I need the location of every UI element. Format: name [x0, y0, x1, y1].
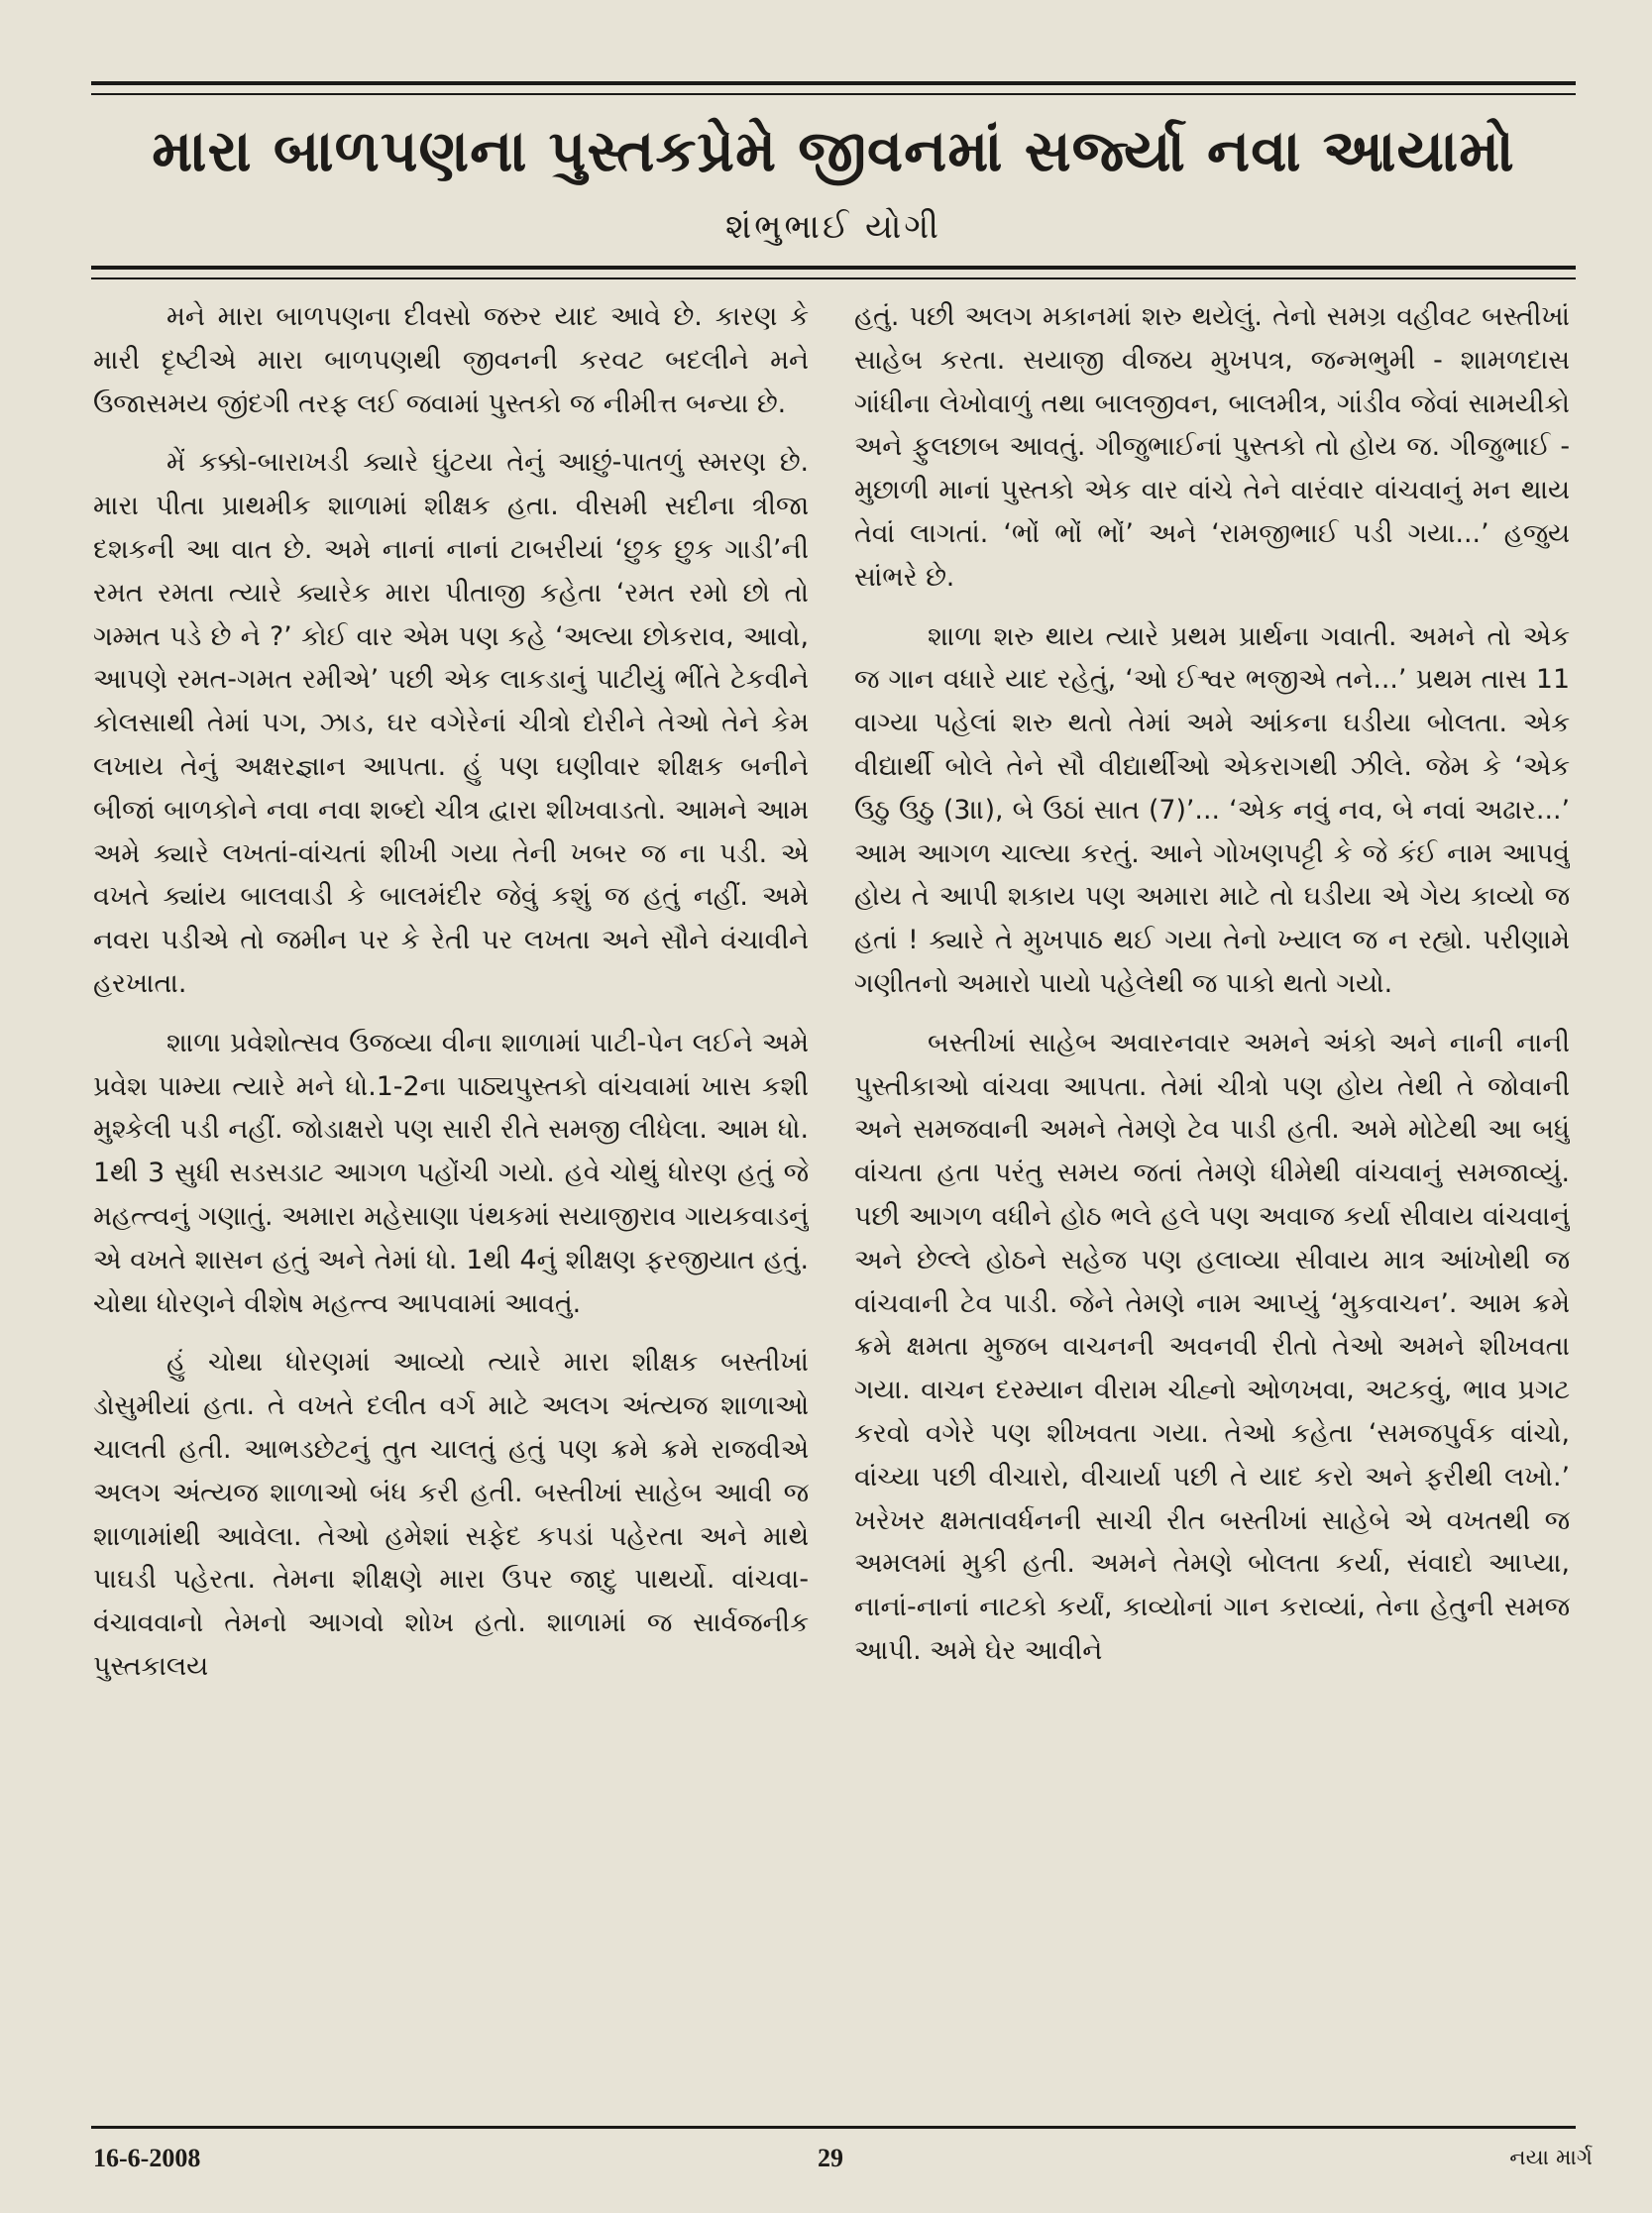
- paragraph-continued: હતું. પછી અલગ મકાનમાં શરુ થયેલું. તેનો સમગ્ર વહીવટ બસ્તીખાં સાહેબ કરતા. સયાજી વીજય મુખપત્ર, જન્મભુમી - શામળદાસ ગાંધીના લેખોવાળું તથા બાલજીવન, બાલમીત્ર, ગાંડીવ જેવાં સામયીકો અને ફુલછાબ આવતું. ગીજુભાઈનાં પુસ્તકો તો હોય જ. ગીજુભાઈ - મુછાળી માનાં પુસ્તકો એક વાર વાંચે તેને વારંવાર વાંચવાનું મન થાય તેવાં લાગતાં. ‘ભોં ભોં ભોં’ અને ‘રામજીભાઈ પડી ગયા...’ હજુય સાંભરે છે.: [854, 301, 1570, 593]
- paragraph: મેં કક્કો-બારાખડી ક્યારે ઘુંટયા તેનું આછું-પાતળું સ્મરણ છે. મારા પીતા પ્રાથમીક શાળામાં શીક્ષક હતા. વીસમી સદીના ત્રીજા દશકની આ વાત છે. અમે નાનાં નાનાં ટાબરીયાં ‘છુક છુક ગાડી’ની રમત રમતા ત્યારે ક્યારેક મારા પીતાજી કહેતા ‘રમત રમો છો તો ગમ્મત પડે છે ને ?’ કોઈ વાર એમ પણ કહે ‘અલ્યા છોકરાવ, આવો, આપણે રમત-ગમત રમીએ’ પછી એક લાકડાનું પાટીયું ભીંતે ટેકવીને કોલસાથી તેમાં પગ, ઝાડ, ઘર વગેરેનાં ચીત્રો દોરીને તેઓ તેને કેમ લખાય તેનું અક્ષરજ્ઞાન આપતા. હું પણ ઘણીવાર શીક્ષક બનીને બીજાં બાળકોને નવા નવા શબ્દો ચીત્ર દ્વારા શીખવાડતો. આમને આમ અમે ક્યારે લખતાં-વાંચતાં શીખી ગયા તેની ખબર જ ના પડી. એ વખતે ક્યાંય બાલવાડી કે બાલમંદીર જેવું કશું જ હતું નહીં. અમે નવરા પડીએ તો જમીન પર કે રેતી પર લખતા અને સૌને વંચાવીને હરખાતા.: [93, 447, 809, 999]
- paragraph: બસ્તીખાં સાહેબ અવારનવાર અમને અંકો અને નાની નાની પુસ્તીકાઓ વાંચવા આપતા. તેમાં ચીત્રો પણ હોય તેથી તે જોવાની અને સમજવાની અમને તેમણે ટેવ પાડી હતી. અમે મોટેથી આ બધું વાંચતા હતા પરંતુ સમય જતાં તેમણે ધીમેથી વાંચવાનું સમજાવ્યું. પછી આગળ વધીને હોઠ ભલે હલે પણ અવાજ કર્યા સીવાય વાંચવાનું અને છેલ્લે હોઠને સહેજ પણ હલાવ્યા સીવાય માત્ર આંખોથી જ વાંચવાની ટેવ પાડી. જેને તેમણે નામ આપ્યું ‘મુકવાચન’. આમ ક્રમે ક્રમે ક્ષમતા મુજબ વાચનની અવનવી રીતો તેઓ અમને શીખવતા ગયા. વાચન દરમ્યાન વીરામ ચીહ્નો ઓળખવા, અટકવું, ભાવ પ્રગટ કરવો વગેરે પણ શીખવતા ગયા. તેઓ કહેતા ‘સમજપુર્વક વાંચો, વાંચ્યા પછી વીચારો, વીચાર્યા પછી તે યાદ કરો અને ફરીથી લખો.’ ખરેખર ક્ષમતાવર્ધનની સાચી રીત બસ્તીખાં સાહેબે એ વખતથી જ અમલમાં મુકી હતી. અમને તેમણે બોલતા કર્યા, સંવાદો આપ્યા, નાનાં-નાનાં નાટકો કર્યાં, કાવ્યોનાં ગાન કરાવ્યાં, તેના હેતુની સમજ આપી. અમે ઘેર આવીને: [854, 1027, 1570, 1666]
- paragraph: શાળા શરુ થાય ત્યારે પ્રથમ પ્રાર્થના ગવાતી. અમને તો એક જ ગાન વધારે યાદ રહેતું, ‘ઓ ઈશ્વર ભજીએ તને...’ પ્રથમ તાસ 11 વાગ્યા પહેલાં શરુ થતો તેમાં અમે આંકના ઘડીયા બોલતા. એક વીદ્યાર્થી બોલે તેને સૌ વીદ્યાર્થીઓ એકરાગથી ઝીલે. જેમ કે ‘એક ઉઠુ ઉઠુ (3॥), બે ઉઠાં સાત (7)’... ‘એક નવું નવ, બે નવાં અઢાર...’ આમ આગળ ચાલ્યા કરતું. આને ગોખણપટ્ટી કે જે કંઈ નામ આપવું હોય તે આપી શકાય પણ અમારા માટે તો ઘડીયા એ ગેય કાવ્યો જ હતાં ! ક્યારે તે મુખપાઠ થઈ ગયા તેનો ખ્યાલ જ ન રહ્યો. પરીણામે ગણીતનો અમારો પાયો પહેલેથી જ પાકો થતો ગયો.: [854, 620, 1570, 999]
- top-double-rule-thick: [91, 81, 1576, 85]
- right-column: [854, 295, 1570, 2109]
- article-author: શંભુભાઈ યોગી: [725, 207, 941, 247]
- paragraph: શાળા પ્રવેશોત્સવ ઉજવ્યા વીના શાળામાં પાટી-પેન લઈને અમે પ્રવેશ પામ્યા ત્યારે મને ધો.1-2ના પાઠ્યપુસ્તકો વાંચવામાં ખાસ કશી મુશ્કેલી પડી નહીં. જોડાક્ષરો પણ સારી રીતે સમજી લીધેલા. આમ ધો. 1થી 3 સુધી સડસડાટ આગળ પહોંચી ગયો. હવે ચોથું ધોરણ હતું જે મહત્ત્વનું ગણાતું. અમારા મહેસાણા પંથકમાં સયાજીરાવ ગાયકવાડનું એ વખતે શાસન હતું અને તેમાં ધો. 1થી 4નું શીક્ષણ ફરજીયાત હતું. ચોથા ધોરણને વીશેષ મહત્ત્વ આપવામાં આવતું.: [93, 1027, 809, 1319]
- article-title: મારા બાળપણના પુસ્તકપ્રેમે જીવનમાં સર્જ્યા નવા આયામો: [152, 117, 1515, 184]
- left-column: [93, 295, 809, 2109]
- footer-rule: [91, 2126, 1576, 2129]
- top-double-rule-thin: [91, 93, 1576, 95]
- page-number: 29: [818, 2144, 843, 2172]
- paragraph: મને મારા બાળપણના દીવસો જરુર યાદ આવે છે. કારણ કે મારી દૃષ્ટીએ મારા બાળપણથી જીવનની કરવટ બદલીને મને ઉજાસમય જીંદગી તરફ લઈ જવામાં પુસ્તકો જ નીમીત્ત બન્યા છે.: [93, 301, 809, 419]
- paragraph: હું ચોથા ધોરણમાં આવ્યો ત્યારે મારા શીક્ષક બસ્તીખાં ડોસુમીયાં હતા. તે વખતે દલીત વર્ગ માટે અલગ અંત્યજ શાળાઓ ચાલતી હતી. આભડછેટનું તુત ચાલતું હતું પણ ક્રમે ક્રમે રાજવીએ અલગ અંત્યજ શાળાઓ બંધ કરી હતી. બસ્તીખાં સાહેબ આવી જ શાળામાંથી આવેલા. તેઓ હમેશાં સફેદ કપડાં પહેરતા અને માથે પાઘડી પહેરતા. તેમના શીક્ષણે મારા ઉપર જાદુ પાથર્યો. વાંચવા-વંચાવવાનો તેમનો આગવો શોખ હતો. શાળામાં જ સાર્વજનીક પુસ્તકાલય: [93, 1347, 809, 1682]
- header-rule-thick: [91, 266, 1576, 270]
- header-rule-thin: [91, 277, 1576, 279]
- magazine-name: નયા માર્ગ: [1509, 2146, 1593, 2170]
- issue-date: 16-6-2008: [93, 2144, 201, 2172]
